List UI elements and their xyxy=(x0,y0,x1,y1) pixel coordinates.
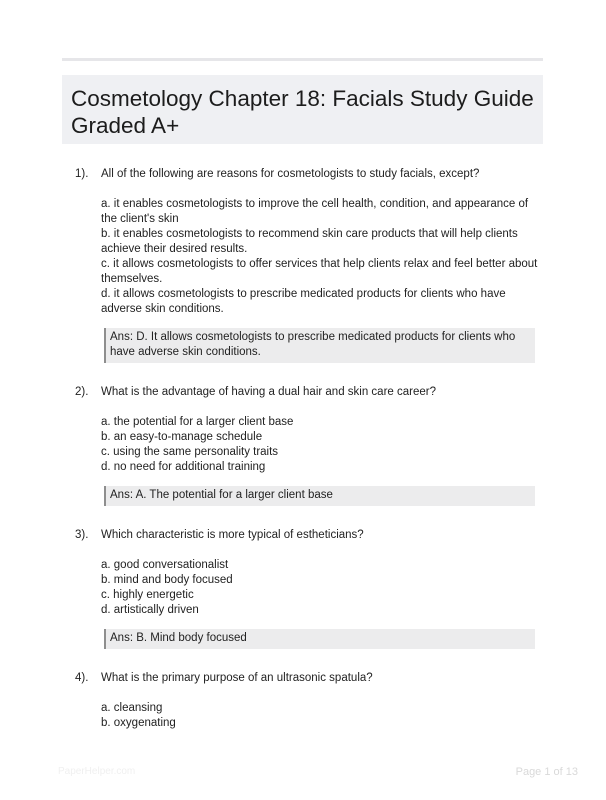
page-number: Page 1 of 13 xyxy=(515,766,578,778)
option-c: c. highly energetic xyxy=(101,589,194,601)
answer-options xyxy=(101,415,541,475)
question-number: 3). xyxy=(75,529,89,541)
answer-options xyxy=(101,558,541,618)
question-number: 1). xyxy=(75,168,89,180)
answer-options xyxy=(101,701,541,731)
question-text: All of the following are reasons for cosmetologists to study facials, except? xyxy=(101,168,480,180)
option-d: d. no need for additional training xyxy=(101,461,266,473)
answer-box: Ans: D. It allows cosmetologists to prescribe medicated products for clients who have adverse skin conditions. xyxy=(104,328,535,363)
footer-watermark: PaperHelper.com xyxy=(58,766,136,777)
question-number: 4). xyxy=(75,672,89,684)
option-c: c. it allows cosmetologists to offer services that help clients relax and feel better about themselves. xyxy=(101,258,538,285)
question-number: 2). xyxy=(75,386,89,398)
option-b: b. oxygenating xyxy=(101,717,176,729)
question-text: Which characteristic is more typical of estheticians? xyxy=(101,529,364,541)
option-a: a. good conversationalist xyxy=(101,559,229,571)
document-title: Cosmetology Chapter 18: Facials Study Guide Graded A+ xyxy=(71,86,534,138)
option-b: b. an easy-to-manage schedule xyxy=(101,431,263,443)
option-a: a. the potential for a larger client base xyxy=(101,416,294,428)
option-a: a. cleansing xyxy=(101,702,163,714)
title-banner xyxy=(62,75,543,144)
option-b: b. it enables cosmetologists to recommend skin care products that will help clients achieve their desired results. xyxy=(101,228,518,255)
answer-box: Ans: A. The potential for a larger client base xyxy=(104,486,535,506)
top-divider xyxy=(62,58,543,61)
option-a: a. it enables cosmetologists to improve the cell health, condition, and appearance of the client's skin xyxy=(101,198,529,225)
option-d: d. artistically driven xyxy=(101,604,199,616)
answer-options xyxy=(101,197,541,317)
option-c: c. using the same personality traits xyxy=(101,446,279,458)
question-text: What is the advantage of having a dual hair and skin care career? xyxy=(101,386,436,398)
option-d: d. it allows cosmetologists to prescribe medicated products for clients who have adverse skin conditions. xyxy=(101,288,506,315)
question-text: What is the primary purpose of an ultrasonic spatula? xyxy=(101,672,373,684)
option-b: b. mind and body focused xyxy=(101,574,233,586)
answer-box: Ans: B. Mind body focused xyxy=(104,629,535,649)
